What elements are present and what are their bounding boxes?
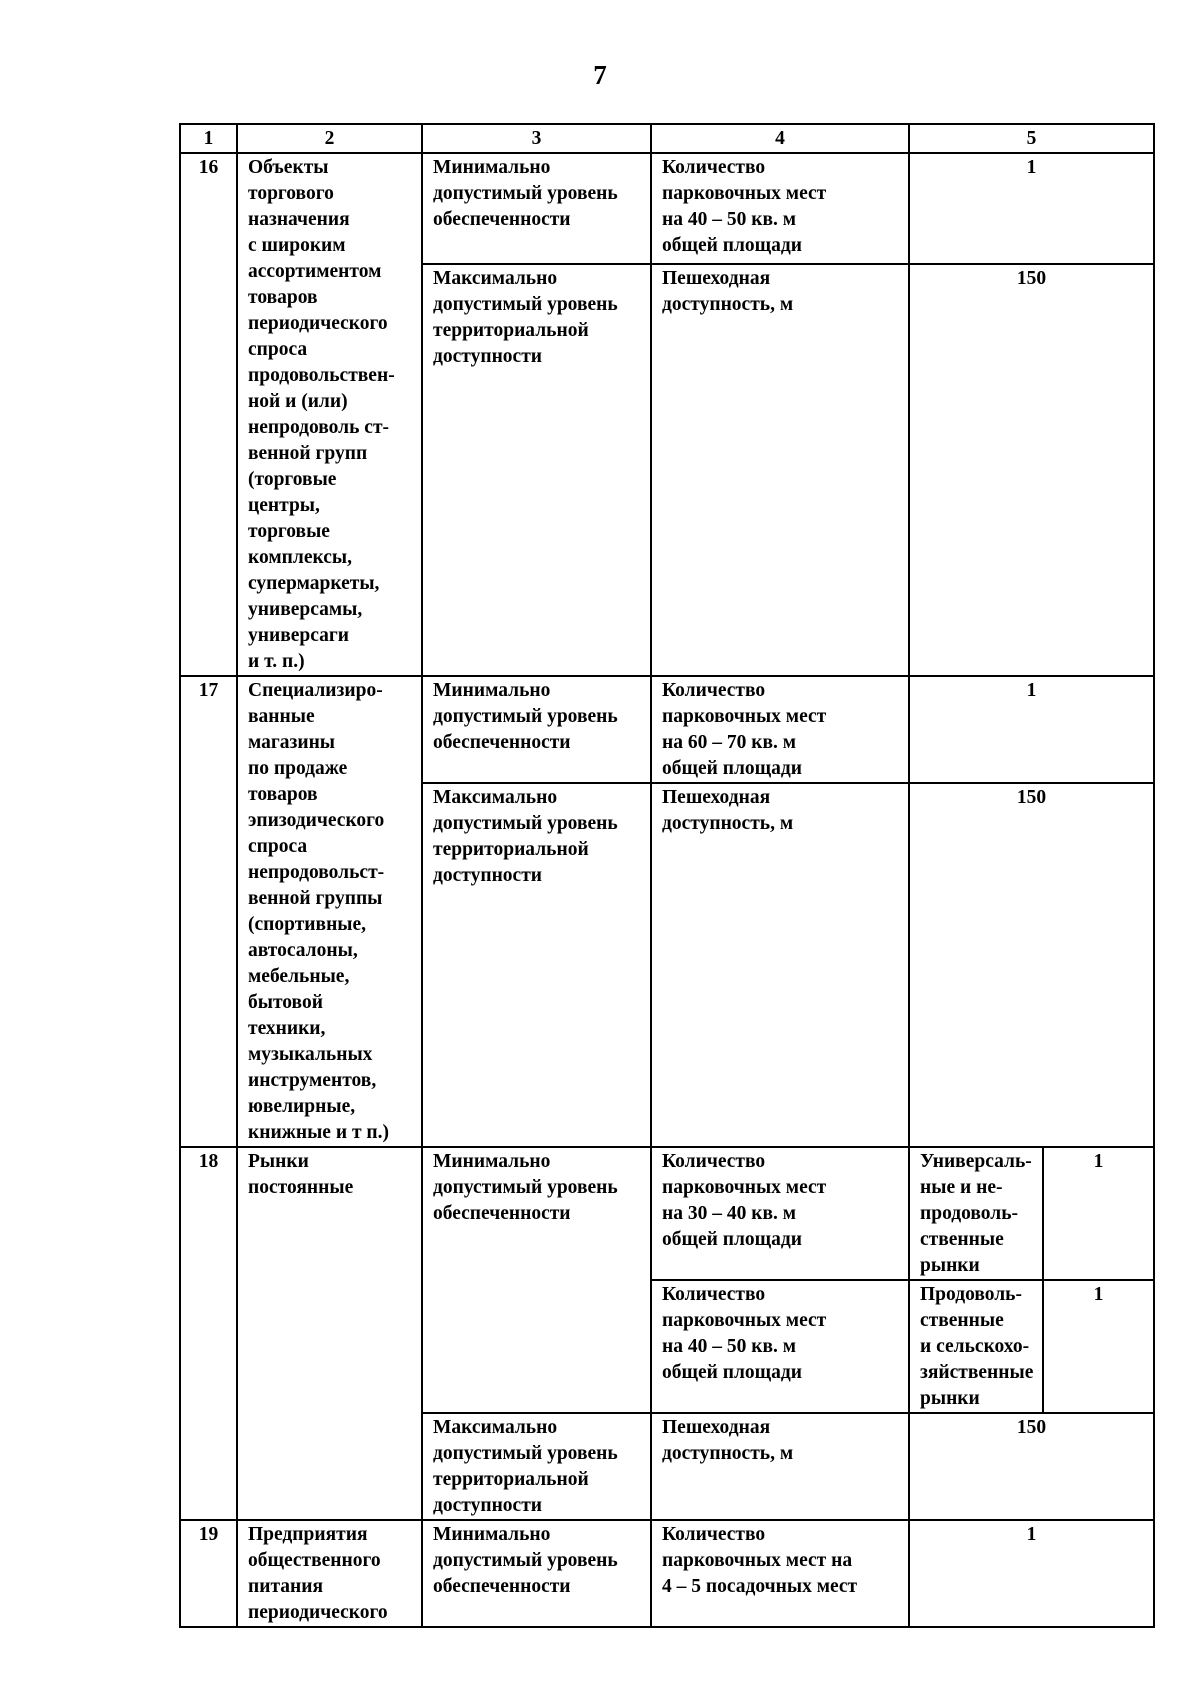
indicator-text: Количество парковочных мест на 40 – 50 кв. м общей площади [662,1284,827,1383]
level-cell [422,676,651,783]
indicator-cell [651,1520,909,1627]
row-number: 17 [180,676,237,1147]
header-col-1: 1 [180,124,237,153]
market-subtable [910,1148,1153,1279]
level-cell [422,1520,651,1627]
object-type-text: Предприятия общественного питания периодического [248,1524,388,1623]
level-text: Максимально допустимый уровень территориальной доступности [433,268,618,368]
market-type-text: Продоволь- ственные и сельскохо- зяйственные рынки [920,1284,1034,1409]
object-type-cell [237,1147,422,1520]
indicator-cell [651,153,909,264]
value-cell: 150 [909,783,1154,1147]
table-row [180,676,1154,783]
value-cell: 1 [909,153,1154,264]
header-col-4: 4 [651,124,909,153]
page-number: 7 [593,60,607,90]
level-text: Максимально допустимый уровень территориальной доступности [433,1417,618,1516]
value-cell: 150 [909,1413,1154,1520]
indicator-cell [651,264,909,676]
indicator-cell [651,1413,909,1520]
market-type-cell [909,1147,1154,1280]
object-type-cell [237,676,422,1147]
indicator-cell [651,783,909,1147]
market-type-cell [909,1280,1154,1413]
indicator-cell [651,676,909,783]
row-number: 16 [180,153,237,676]
level-cell [422,1413,651,1520]
level-cell [422,1147,651,1413]
value-cell: 1 [909,676,1154,783]
market-subtable [910,1281,1153,1412]
row-number: 19 [180,1520,237,1627]
indicator-text: Количество парковочных мест на 60 – 70 кв. м общей площади [662,680,827,779]
market-type-label [910,1148,1043,1279]
object-type-text: Рынки постоянные [248,1151,354,1198]
value-cell: 150 [909,264,1154,676]
object-type-text: Объекты торгового назначения с широким ассортиментом товаров периодического спроса продовольствен- ной и (или) непродоволь ст- венной групп (торговые центры, торговые комплексы, супермаркеты, универсамы, универсаги и т. п.) [248,157,395,672]
market-type-value: 1 [1093,1151,1104,1172]
level-text: Минимально допустимый уровень обеспеченности [433,1524,618,1597]
norms-table [179,123,1155,1628]
object-type-cell [237,1520,422,1627]
header-col-2: 2 [237,124,422,153]
indicator-text: Количество парковочных мест на 30 – 40 кв. м общей площади [662,1151,827,1250]
indicator-text: Пешеходная доступность, м [662,787,794,834]
indicator-text: Количество парковочных мест на 4 – 5 посадочных мест [662,1524,858,1597]
market-type-value: 1 [1093,1284,1104,1305]
table-row [180,153,1154,264]
header-row [180,124,1154,153]
indicator-text: Пешеходная доступность, м [662,1417,794,1464]
indicator-text: Количество парковочных мест на 40 – 50 кв. м общей площади [662,157,827,256]
level-text: Максимально допустимый уровень территориальной доступности [433,787,618,886]
market-type-text: Универсаль- ные и не- продоволь- ственные рынки [920,1151,1032,1276]
table-row [180,1520,1154,1627]
header-col-5: 5 [909,124,1154,153]
level-text: Минимально допустимый уровень обеспеченности [433,1151,618,1224]
level-cell [422,783,651,1147]
market-type-label [910,1281,1043,1412]
value-cell: 1 [909,1520,1154,1627]
row-number: 18 [180,1147,237,1520]
level-cell [422,153,651,264]
level-text: Минимально допустимый уровень обеспеченности [433,680,618,753]
indicator-text: Пешеходная доступность, м [662,268,794,316]
table-row [180,1147,1154,1280]
object-type-cell [237,153,422,676]
level-text: Минимально допустимый уровень обеспеченности [433,157,618,230]
level-cell [422,264,651,676]
object-type-text: Специализиро- ванные магазины по продаже товаров эпизодического спроса непродовольст- венной группы (спортивные, автосалоны, мебельные, бытовой техники, музыкальных инструментов, ювелирные, книжные и т п.) [248,680,390,1143]
indicator-cell [651,1147,909,1280]
header-col-3: 3 [422,124,651,153]
indicator-cell [651,1280,909,1413]
